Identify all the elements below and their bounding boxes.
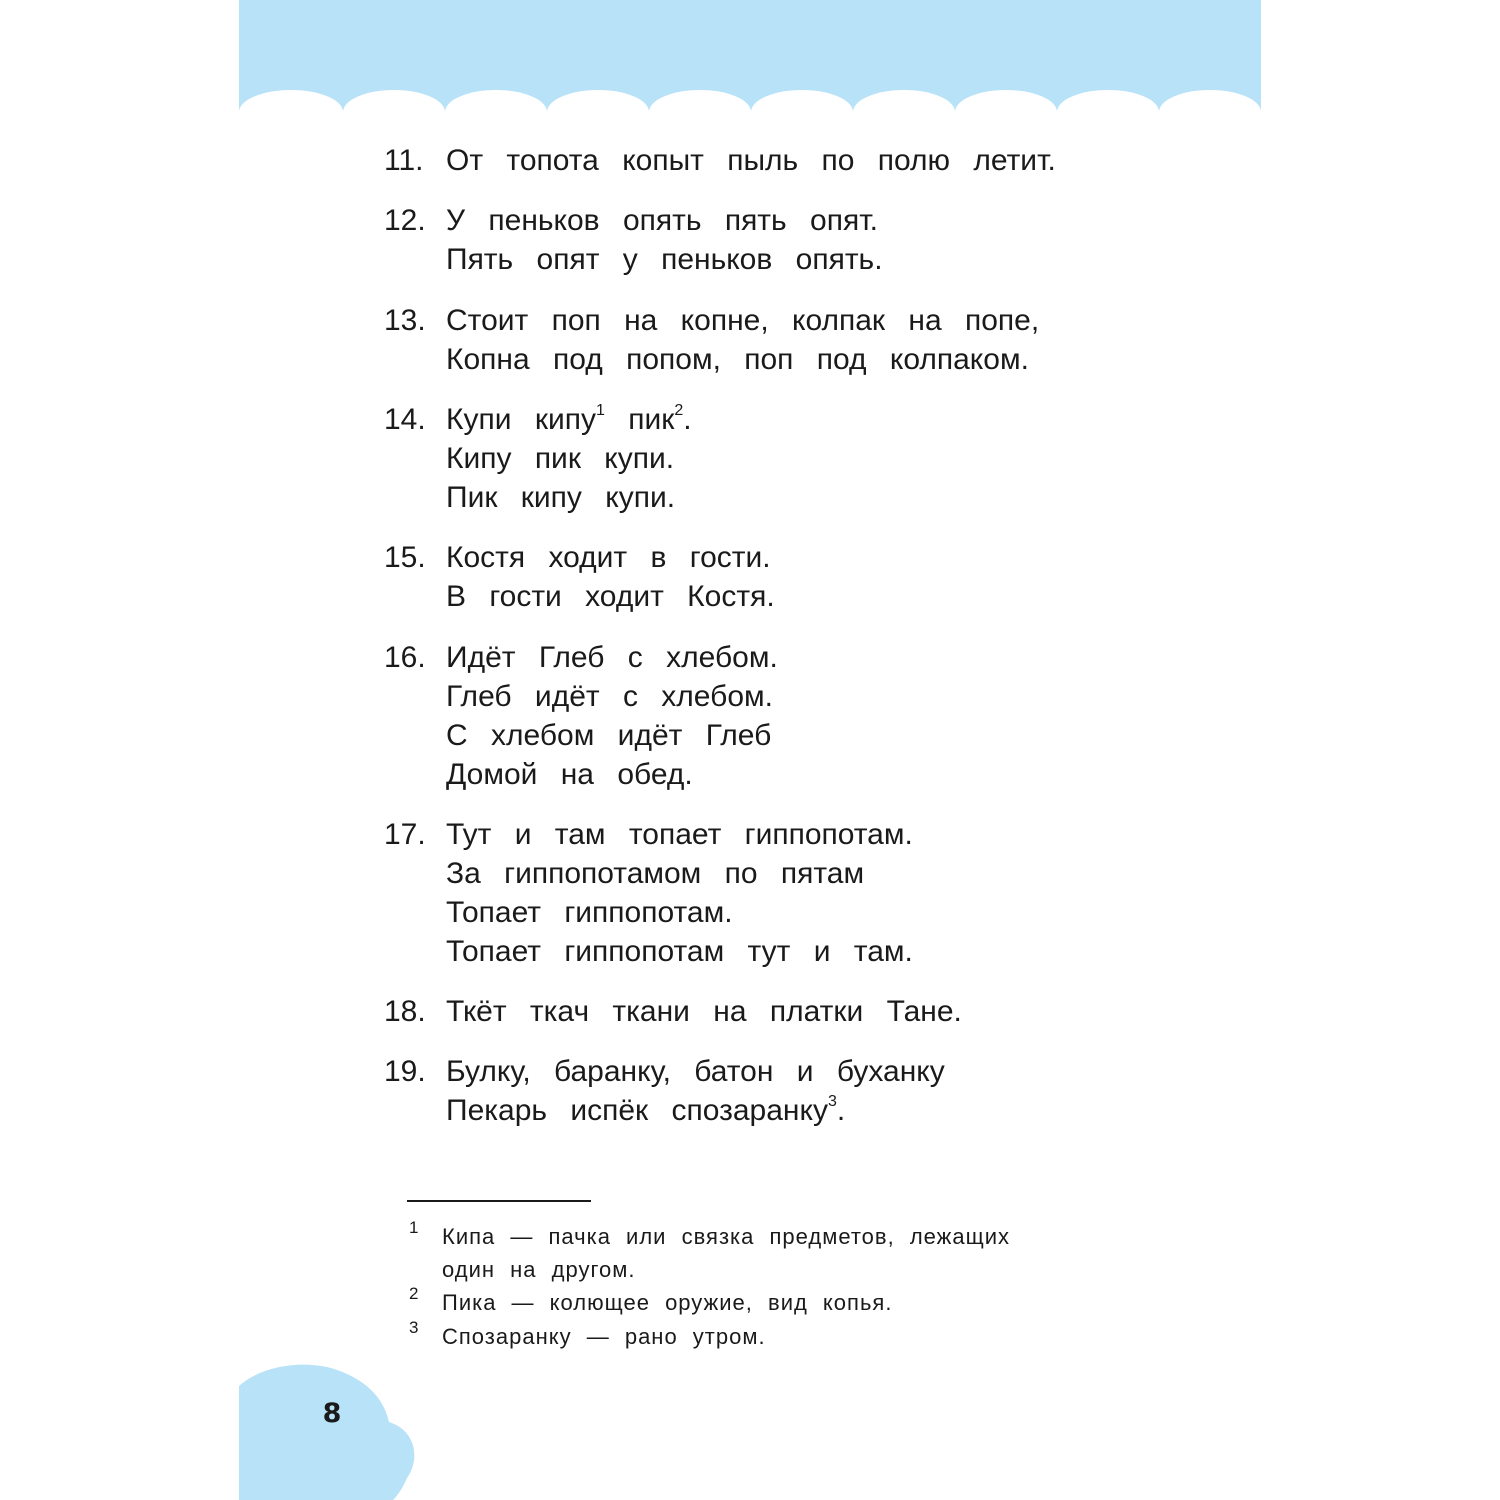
verse-line <box>446 819 1166 858</box>
verse-text: Тут и там топает гиппопотам. <box>446 818 913 851</box>
verse-text: Стоит поп на копне, колпак на попе, <box>446 304 1040 337</box>
verse-text: Купи кипу <box>446 403 596 436</box>
verse-text: Глеб идёт с хлебом. <box>446 680 773 713</box>
verse-text: Пик кипу купи. <box>446 481 676 514</box>
verse-text: Топает гиппопотам тут и там. <box>446 935 913 968</box>
verse-text: . <box>683 403 692 436</box>
footnote-text <box>442 1290 1142 1323</box>
verse-line <box>446 482 1166 521</box>
verse-lines <box>446 542 1166 620</box>
verse-text: Топает гиппопотам. <box>446 896 733 929</box>
verse-text: Домой на обед. <box>446 758 693 791</box>
verse-line <box>446 542 1166 581</box>
verse-line <box>446 759 1166 798</box>
verse-lines <box>446 642 1166 798</box>
verse-number: 11. <box>384 144 424 177</box>
verse-text: За гиппопотамом по пятам <box>446 857 865 890</box>
verse-number: 17. <box>384 818 426 851</box>
verse-line <box>446 1095 1166 1134</box>
verse-line <box>446 404 1166 443</box>
book-page <box>239 0 1261 1500</box>
verse-number: 13. <box>384 304 426 337</box>
footnote-mark: 3 <box>409 1318 419 1337</box>
verse-lines <box>446 305 1166 383</box>
verse-text: Идёт Глеб с хлебом. <box>446 641 778 674</box>
footnote-line: Спозаранку — рано утром. <box>442 1324 766 1349</box>
verse-line <box>446 858 1166 897</box>
verse-line <box>446 305 1166 344</box>
verse-number: 16. <box>384 641 426 674</box>
verse-line <box>446 720 1166 759</box>
verse-line <box>446 1056 1166 1095</box>
cloud-footer-decoration <box>239 1360 419 1500</box>
verse-line <box>446 145 1166 184</box>
verse-text: У пеньков опять пять опят. <box>446 204 878 237</box>
verse-lines <box>446 404 1166 521</box>
footnote-mark: 2 <box>409 1284 419 1303</box>
verse-lines <box>446 996 1166 1035</box>
verse-text: Кипу пик купи. <box>446 442 675 475</box>
verse-line <box>446 244 1166 283</box>
verse-line <box>446 443 1166 482</box>
footnote-line: Кипа — пачка или связка предметов, лежащих <box>442 1224 1010 1249</box>
verse-text: Пять опят у пеньков опять. <box>446 243 883 276</box>
verse-line <box>446 205 1166 244</box>
verse-text: В гости ходит Костя. <box>446 580 775 613</box>
verse-text: Копна под попом, поп под колпаком. <box>446 343 1029 376</box>
verse-line <box>446 581 1166 620</box>
verse-text: Костя ходит в гости. <box>446 541 771 574</box>
verse-text: Ткёт ткач ткани на платки Тане. <box>446 995 962 1028</box>
verse-number: 12. <box>384 204 426 237</box>
verse-text: От топота копыт пыль по полю летит. <box>446 144 1056 177</box>
page-number: 8 <box>322 1398 342 1429</box>
verse-line <box>446 681 1166 720</box>
footnote-line: один на другом. <box>442 1257 636 1282</box>
verse-lines <box>446 1056 1166 1134</box>
verse-line <box>446 936 1166 975</box>
verse-text: Пекарь испёк спозаранку <box>446 1094 828 1127</box>
verse-number: 18. <box>384 995 426 1028</box>
footnote-separator <box>407 1200 591 1202</box>
footnote-ref: 3 <box>827 1093 837 1110</box>
verse-text: С хлебом идёт Глеб <box>446 719 772 752</box>
verse-text: Булку, баранку, батон и буханку <box>446 1055 945 1088</box>
verse-number: 15. <box>384 541 426 574</box>
footnote-mark: 1 <box>409 1218 419 1237</box>
verse-number: 19. <box>384 1055 426 1088</box>
footnote-ref: 1 <box>595 402 605 419</box>
verse-lines <box>446 145 1166 184</box>
footnote-line: Пика — колющее оружие, вид копья. <box>442 1290 893 1315</box>
verse-text: . <box>836 1094 846 1127</box>
cloud-header-decoration <box>239 0 1261 140</box>
verse-number: 14. <box>384 403 426 436</box>
footnote-text <box>442 1324 1142 1357</box>
verse-line <box>446 897 1166 936</box>
verse-text: пик <box>604 403 675 436</box>
verse-lines <box>446 819 1166 975</box>
footnote-text <box>442 1224 1142 1290</box>
verse-line <box>446 996 1166 1035</box>
footnote-ref: 2 <box>674 402 684 419</box>
verse-line <box>446 642 1166 681</box>
verse-line <box>446 344 1166 383</box>
verse-lines <box>446 205 1166 283</box>
